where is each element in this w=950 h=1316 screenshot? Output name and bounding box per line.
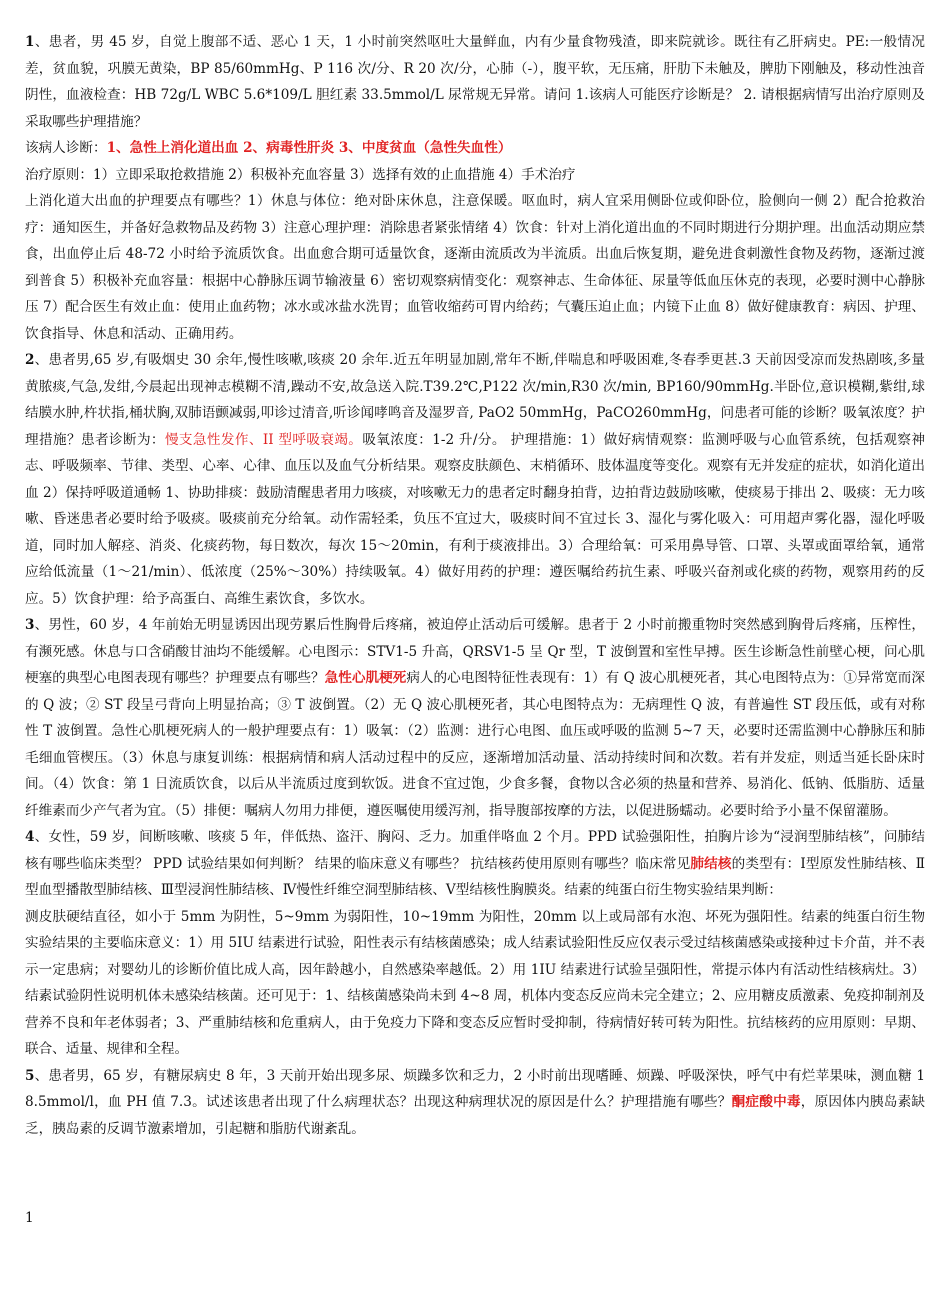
question-5 <box>25 1063 925 1143</box>
treatment-principle: 治疗原则：1）立即采取抢救措施 2）积极补充血容量 3）选择有效的止血措施 4）手术治疗 <box>25 166 576 183</box>
diagnosis-highlight: 酮症酸中毒 <box>731 1094 801 1110</box>
question-1 <box>25 29 925 135</box>
diagnosis-highlight: 慢支急性发作、II 型呼吸衰竭。 <box>164 431 363 448</box>
question-2 <box>25 347 925 612</box>
diagnosis-line <box>25 135 925 162</box>
answer-text: ，原因体内胰岛素缺乏，胰岛素的反调节激素增加，引起糖和脂肪代谢紊乱。 <box>25 1094 925 1137</box>
page-number: 1 <box>25 1210 34 1226</box>
question-text: 、患者男，65 岁，有糖尿病史 8 年，3 天前开始出现多尿、烦躁多饮和乏力，2 小时前出现嗜睡、烦躁、呼吸深快，呼气中有烂苹果味，测血糖 18.5mmol/l，血 PH 值 7.3。试述该患者出现了什么病理状态？出现这种病理状况的原因是什么？护理措施有哪些？ <box>25 1067 925 1110</box>
care-points: 上消化道大出血的护理要点有哪些？1）休息与体位：绝对卧床休息，注意保暖。呕血时，病人宜采用侧卧位或仰卧位，脸侧向一侧 2）配合抢救治疗：通知医生，并备好急救物品及药物 3）注意心理护理：消除患者紧张情绪 4）饮食：针对上消化道出血的不同时期进行分期护理。出血活动期应禁食，出血停止后 48-72 小时给予流质饮食。出血愈合期可适量饮食，逐渐由流质改为半流质。出血后恢复期，避免进食刺激性食物及药物，逐渐过渡到普食 5）积极补充血容量：根据中心静脉压调节输液量 6）密切观察病情变化：观察神志、生命体征、尿量等低血压休克的表现，必要时测中心静脉压 7）配合医生有效止血：使用止血药物；冰水或冰盐水洗胃；血管收缩药可胃内给药；气囊压迫止血；内镜下止血 8）做好健康教育：病因、护理、饮食指导、休息和活动、正确用药。 <box>25 193 925 342</box>
question-number: 3 <box>25 617 35 633</box>
diagnosis-prefix: 该病人诊断： <box>25 140 107 156</box>
answer-text: 的类型有：Ⅰ型原发性肺结核、Ⅱ型血型播散型肺结核、Ⅲ型浸润性肺结核、Ⅳ慢性纤维空洞型肺结核、Ⅴ型结核性胸膜炎。结素的纯蛋白衍生物实验结果判断： <box>25 855 926 898</box>
question-number: 4 <box>25 829 35 845</box>
ppd-result-text: 测皮肤硬结直径，如小于 5mm 为阴性，5~9mm 为弱阳性，10~19mm 为阳性，20mm 以上或局部有水泡、坏死为强阳性。结素的纯蛋白衍生物实验结果的主要临床意义：1）用 5IU 结素进行试验，阳性表示有结核菌感染；成人结素试验阳性反应仅表示受过结核菌感染或接种过卡介苗，并不表示一定患病；对婴幼儿的诊断价值比成人高，因年龄越小，自然感染率越低。2）用 1IU 结素进行试验呈强阳性，常提示体内有活动性结核病灶。3）结素试验阴性说明机体未感染结核菌。还可见于：1、结核菌感染尚未到 4~8 周，机体内变态反应尚未完全建立；2、应用糖皮质激素、免疫抑制剂及营养不良和年老体弱者；3、严重肺结核和危重病人，由于免疫力下降和变态反应暂时受抑制，待病情好转可转为阳性。抗结核药的应用原则：早期、联合、适量、规律和全程。 <box>25 908 925 1057</box>
answer-text: 病人的心电图特征性表现有：1）有 Q 波心肌梗死者，其心电图特点为：①异常宽而深的 Q 波；② ST 段呈弓背向上明显抬高；③ T 波倒置。（2）无 Q 波心肌梗死者，其心电图特点为：无病理性 Q 波，有普遍性 ST 段压低，或有对称性 T 波倒置。急性心肌梗死病人的一般护理要点有：1）吸氧：（2）监测：进行心电图、血压或呼吸的监测 5~7 天，必要时还需监测中心静脉压和肺毛细血管楔压。（3）休息与康复训练：根据病情和病人活动过程中的反应，逐渐增加活动量、活动持续时间和次数。若有并发症，则适当延长卧床时间。（4）饮食：第 1 日流质饮食，以后从半流质过度到软饭。进食不宜过饱，少食多餐，食物以含必须的热量和营养、易消化、低钠、低脂肪、适量纤维素而少产气者为宜。（5）排便：嘱病人勿用力排便，遵医嘱使用缓泻剂，指导腹部按摩的方法，以促进肠蠕动。必要时给予小量不保留灌肠。 <box>25 670 926 819</box>
question-number: 2 <box>25 352 35 368</box>
question-text: 、患者，男 45 岁，自觉上腹部不适、恶心 1 天，1 小时前突然呕吐大量鲜血，内有少量食物残渣，即来院就诊。既往有乙肝病史。PE:一般情况差，贫血貌，巩膜无黄染，BP 85/60mmHg、P 116 次/分、R 20 次/分，心肺（-），腹平软，无压痛，肝肋下未触及，脾肋下刚触及，移动性浊音阴性，血液检查：HB 72g/L WBC 5.6*109/L 胆红素 33.5mmol/L 尿常规无异常。请问 1.该病人可能医疗诊断是？ 2. 请根据病情写出治疗原则及采取哪些护理措施？ <box>25 34 925 130</box>
question-text: 、患者男,65 岁,有吸烟史 30 余年,慢性咳嗽,咳痰 20 余年.近五年明显加剧,常年不断,伴喘息和呼吸困难,冬春季更甚.3 天前因受凉而发热剧咳,多量黄脓痰,气急,发绀,今晨起出现神志模糊不清,躁动不安,故急送入院.T39.2℃,P122 次/min,R30 次/min, BP160/90mmHg.半卧位,意识模糊,紫绀,球结膜水肿,杵状指,桶状胸,双肺语颤减弱,叩诊过清音,听诊闻哮鸣音及湿罗音, PaO2 50mmHg，PaCO260mmHg，问患者可能的诊断？吸氧浓度？护理措施？患者诊断为： <box>25 352 925 448</box>
diagnosis-highlight: 急性心肌梗死 <box>324 670 407 686</box>
diagnosis-highlight: 1、急性上消化道出血 2、病毒性肝炎 3、中度贫血（急性失血性） <box>106 140 512 156</box>
diagnosis-highlight: 肺结核 <box>690 855 732 872</box>
question-text: 、男性，60 岁，4 年前始无明显诱因出现劳累后性胸骨后疼痛，被迫停止活动后可缓解。患者于 2 小时前搬重物时突然感到胸骨后疼痛，压榨性，有濒死感。休息与口含硝酸甘油均不能缓解。心电图示：STV1-5 升高，QRSV1-5 呈 Qr 型，T 波倒置和室性早搏。医生诊断急性前壁心梗，问心肌梗塞的典型心电图表现有哪些？护理要点有哪些？ <box>25 617 925 686</box>
question-number: 5 <box>25 1067 35 1084</box>
question-number: 1 <box>25 34 35 50</box>
question-4 <box>25 824 925 904</box>
question-3 <box>25 612 925 824</box>
answer-text: 吸氧浓度：1-2 升/分。 护理措施：1）做好病情观察：监测呼吸与心血管系统，包括观察神志、呼吸频率、节律、类型、心率、心律、血压以及血气分析结果。观察皮肤颜色、末梢循环、肢体温度等变化。观察有无并发症的症状，如消化道出血 2）保持呼吸道通畅 1、协助排痰：鼓励清醒患者用力咳痰，对咳嗽无力的患者定时翻身拍背，边拍背边鼓励咳嗽，使痰易于排出 2、吸痰：无力咳嗽、昏迷患者必要时给予吸痰。吸痰前充分给氧。动作需轻柔，负压不宜过大，吸痰时间不宜过长 3、湿化与雾化吸入：可用超声雾化器，湿化呼吸道，同时加人解痉、消炎、化痰药物，每日数次，每次 15～20min，有利于痰液排出。3）合理给氧：可采用鼻导管、口罩、头罩或面罩给氧，通常应给低流量（1～21/min）、低浓度（25%～30%）持续吸氧。4）做好用药的护理：遵医嘱给药抗生素、呼吸兴奋剂或化痰的药物，观察用药的反应。5）饮食护理：给予高蛋白、高维生素饮食，多饮水。 <box>25 431 926 607</box>
question-text: 、女性，59 岁，间断咳嗽、咳痰 5 年，伴低热、盗汗、胸闷、乏力。加重伴咯血 2 个月。PPD 试验强阳性，拍胸片诊为“浸润型肺结核”，问肺结核有哪些临床类型？ PPD 试验结果如何判断？ 结果的临床意义有哪些？ 抗结核药使用原则有哪些？临床常见 <box>25 829 925 872</box>
